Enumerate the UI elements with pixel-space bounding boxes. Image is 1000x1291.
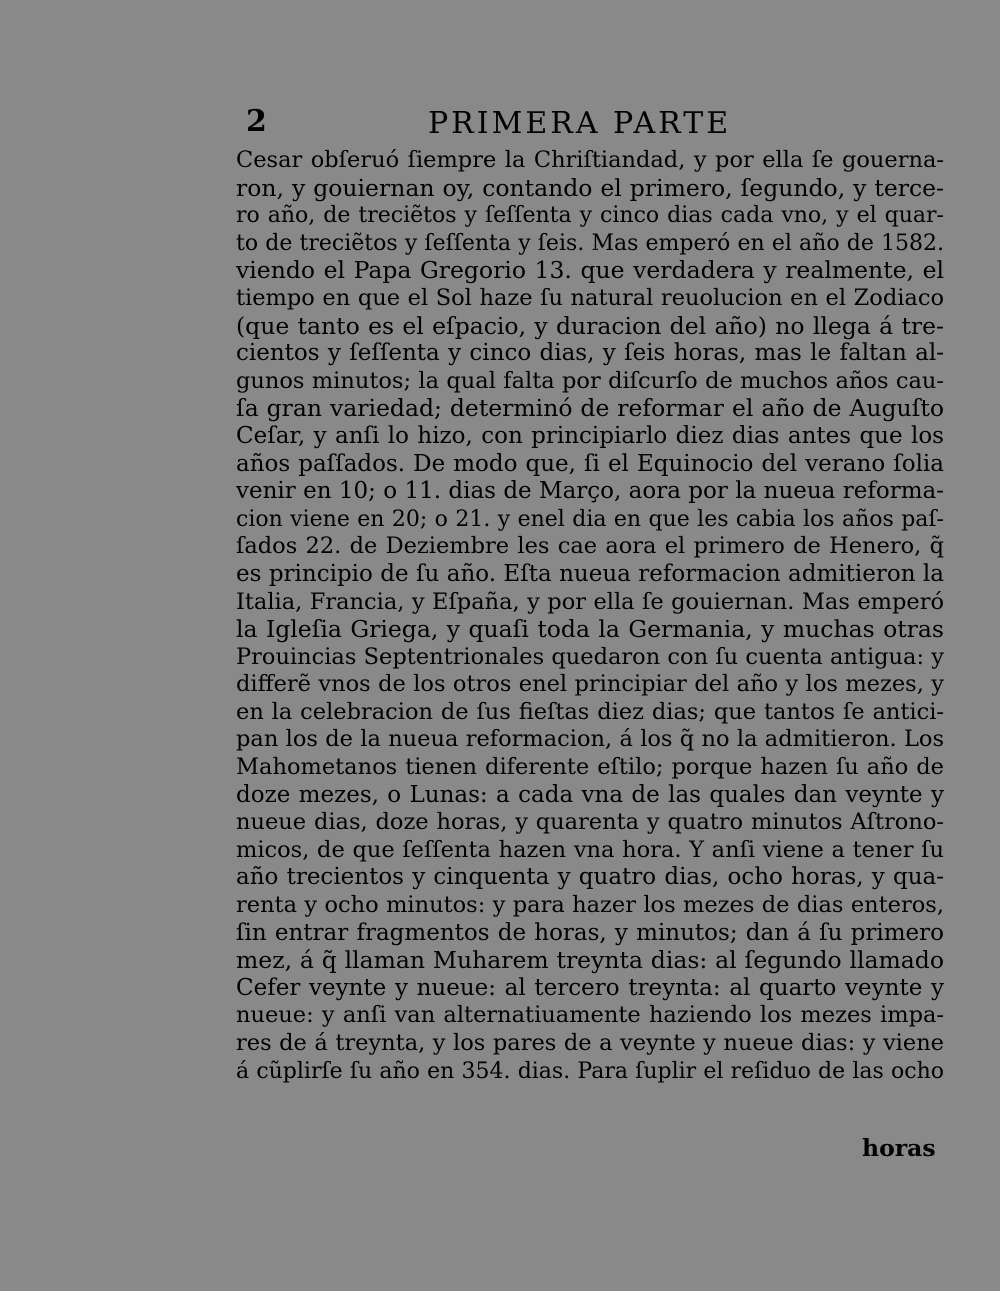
text-line: año trecientos y cinquenta y quatro dias, ocho horas, y qua- bbox=[236, 864, 944, 891]
text-line: venir en 10; o 11. dias de Março, aora por la nueua reforma- bbox=[236, 478, 944, 505]
text-line: años paſſados. De modo que, ſi el Equinocio del verano ſolia bbox=[236, 450, 944, 477]
text-line: Cefer veynte y nueue: al tercero treynta: al quarto veynte y bbox=[236, 974, 944, 1001]
text-line: nueue: y anſi van alternatiuamente haziendo los mezes impa- bbox=[236, 1002, 944, 1029]
text-line: micos, de que ſeſſenta hazen vna hora. Y anſi viene a tener ſu bbox=[236, 836, 944, 863]
text-line: ſa gran variedad; determinó de reformar el año de Auguſto bbox=[236, 395, 944, 423]
text-line: Italia, Francia, y Eſpaña, y por ella ſe gouiernan. Mas emperó bbox=[236, 588, 944, 615]
text-line: ſados 22. de Deziembre les cae aora el primero de Henero, q̃ bbox=[236, 533, 944, 560]
text-line: res de á treynta, y los pares de a veynte y nueue dias: y viene bbox=[236, 1030, 944, 1056]
text-line: Cesar obſeruó ſiempre la Chriſtiandad, y por ella ſe gouerna- bbox=[236, 147, 944, 173]
text-line: nueue dias, doze horas, y quarenta y quatro minutos Aſtrono- bbox=[236, 809, 944, 836]
text-line: to de treciẽtos y ſeſſenta y ſeis. Mas emperó en el año de 1582. bbox=[236, 230, 944, 256]
text-line: Mahometanos tienen diferente eſtilo; porque hazen ſu año de bbox=[236, 754, 944, 781]
text-line: ro año, de treciẽtos y ſeſſenta y cinco dias cada vno, y el quar- bbox=[236, 203, 944, 229]
text-line: doze mezes, o Lunas: a cada vna de las quales dan veynte y bbox=[236, 781, 944, 808]
text-line: (que tanto es el eſpacio, y duracion del año) no llega á tre- bbox=[236, 312, 944, 340]
text-line: differẽ vnos de los otros enel principiar del año y los mezes, y bbox=[236, 671, 944, 698]
text-line: es principio de ſu año. Eſta nueua reformacion admitieron la bbox=[236, 560, 944, 587]
text-line: cientos y ſeſſenta y cinco dias, y ſeis horas, mas le faltan al- bbox=[236, 340, 944, 367]
text-line: cion viene en 20; o 21. y enel dia en que les cabia los años paſ- bbox=[236, 506, 944, 532]
text-line: mez, á q̃ llaman Muharem treynta dias: al ſegundo llamado bbox=[236, 947, 944, 975]
text-line: en la celebracion de ſus fieſtas diez dias; que tantos ſe antici- bbox=[236, 698, 944, 725]
catchword: horas bbox=[862, 1134, 936, 1162]
text-line: gunos minutos; la qual falta por diſcurſo de muchos años cau- bbox=[236, 367, 944, 394]
text-line: ſin entrar fragmentos de horas, y minutos; dan á ſu primero bbox=[236, 919, 944, 946]
text-line: tiempo en que el Sol haze ſu natural reuolucion en el Zodiaco bbox=[236, 284, 944, 311]
text-line: viendo el Papa Gregorio 13. que verdadera y realmente, el bbox=[236, 257, 944, 285]
text-line: Ceſar, y anſi lo hizo, con principiarlo diez dias antes que los bbox=[236, 422, 944, 449]
text-line: á cũplirſe ſu año en 354. dias. Para ſuplir el reſiduo de las ocho bbox=[236, 1058, 944, 1084]
text-line: Prouincias Septentrionales quedaron con ſu cuenta antigua: y bbox=[236, 643, 944, 670]
text-line: renta y ocho minutos: y para hazer los mezes de dias enteros, bbox=[236, 892, 944, 919]
text-line: la Igleſia Griega, y quaſi toda la Germania, y muchas otras bbox=[236, 616, 944, 644]
body-text bbox=[236, 147, 944, 1085]
running-head bbox=[240, 104, 940, 148]
header-title: PRIMERA PARTE bbox=[428, 106, 732, 141]
text-line: ron, y gouiernan oy, contando el primero, ſegundo, y terce- bbox=[236, 174, 944, 202]
text-line: pan los de la nueua reformacion, á los q̃ no la admitieron. Los bbox=[236, 726, 944, 753]
page-number: 2 bbox=[246, 104, 267, 139]
